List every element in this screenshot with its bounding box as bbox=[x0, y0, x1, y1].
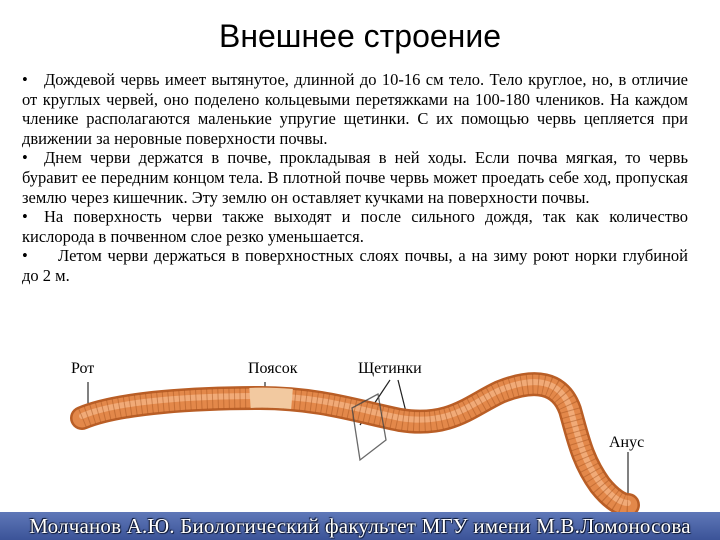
earthworm-diagram bbox=[0, 350, 720, 515]
label-mouth: Рот bbox=[71, 360, 95, 377]
bullet-item-4 bbox=[22, 246, 688, 285]
footer-text: Молчанов А.Ю. Биологический факультет МГУ имени М.В.Ломоносова bbox=[29, 514, 691, 538]
label-anus: Анус bbox=[609, 434, 645, 451]
slide-title: Внешнее строение bbox=[218, 18, 502, 54]
label-setae: Щетинки bbox=[358, 360, 422, 377]
bullet-icon: • bbox=[22, 70, 28, 89]
bullet-item-3 bbox=[22, 207, 688, 246]
bullet-item-2 bbox=[22, 148, 688, 207]
bullet-text-3: На поверхность черви также выходят и после сильного дождя, так как количество кислорода в почвенном слое резко уменьшается. bbox=[22, 207, 688, 246]
bullet-icon: • bbox=[22, 207, 28, 227]
bullet-item-1 bbox=[22, 70, 688, 148]
bullet-text-1: Дождевой червь имеет вытянутое, длинной до 10-16 см тело. Тело круглое, но, в отличие от круглых червей, оно поделено кольцевыми перетяжками на 100-180 члеников. На каждом членике располагаются маленькие упругие щетинки. С их помощью червь цепляется при движении за неровные поверхности почвы. bbox=[22, 70, 688, 148]
bullet-list bbox=[22, 70, 688, 286]
clitellum-band bbox=[250, 398, 292, 399]
bullet-icon: • bbox=[22, 148, 28, 168]
bullet-icon: • bbox=[22, 246, 28, 266]
bullet-text-2: Днем черви держатся в почве, прокладывая в ней ходы. Если почва мягкая, то червь буравит ее передним концом тела. В плотной почве червь может проедать себе ход, пропуская землю через кишечник. Эту землю он оставляет кучками на поверхности почвы. bbox=[22, 148, 688, 207]
label-clitellum: Поясок bbox=[248, 360, 298, 377]
bullet-text-4: Летом черви держаться в поверхностных слоях почвы, а на зиму роют норки глубиной до 2 м. bbox=[22, 246, 688, 285]
